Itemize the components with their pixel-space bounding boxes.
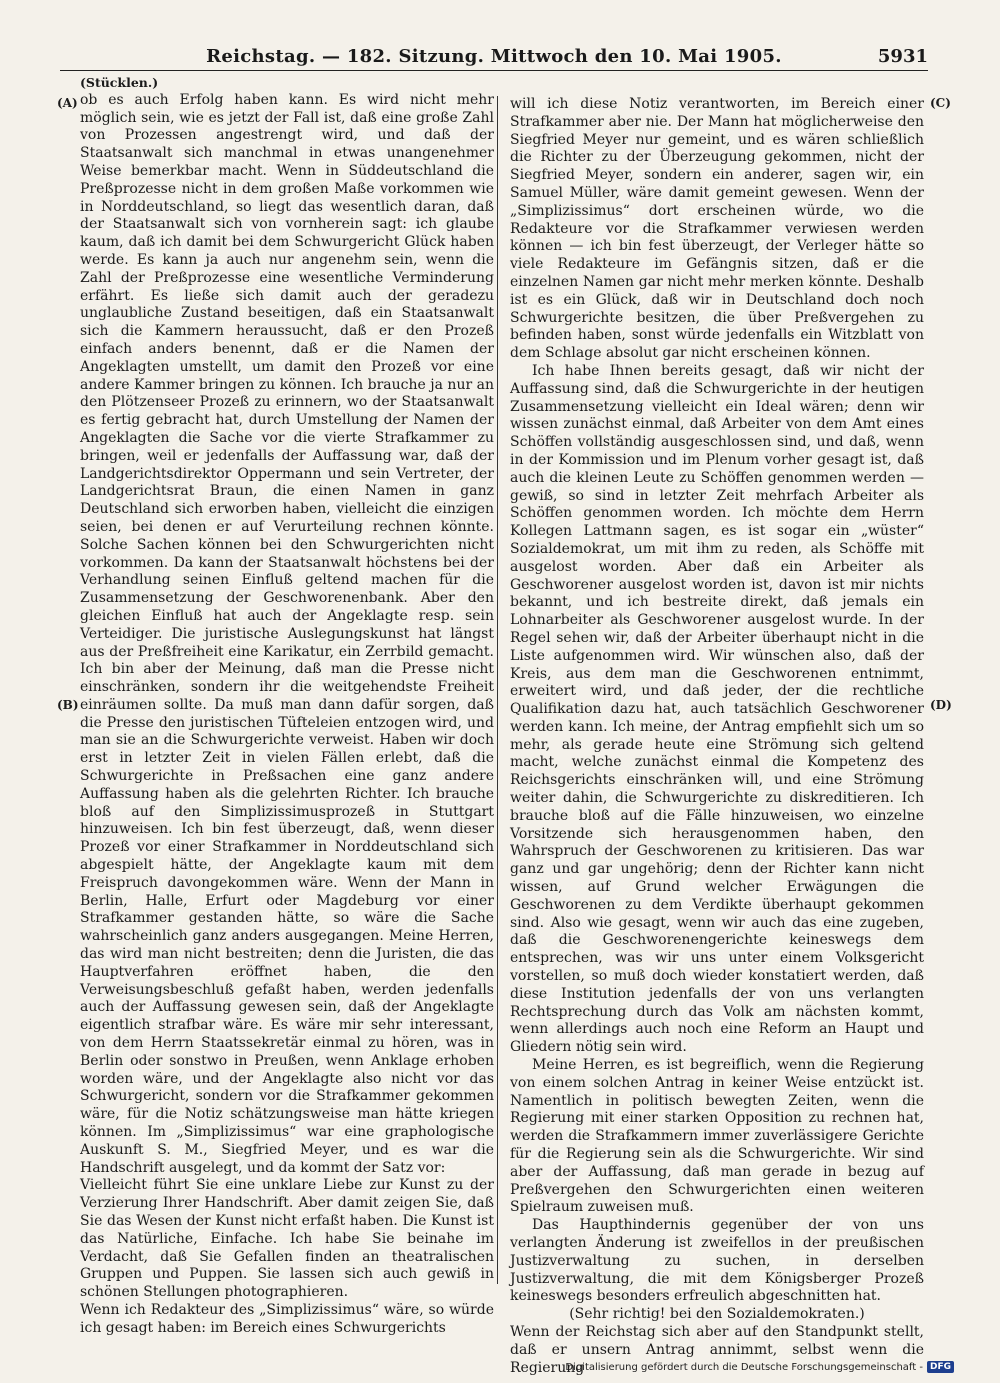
margin-marker-c: (C) [930,96,951,110]
margin-marker-d: (D) [930,698,952,712]
right-paragraph-1: will ich diese Notiz verantworten, im Bereich einer Strafkammer aber nie. Der Mann hat möglicherweise den Siegfried Meyer nur gemeint, und es wären schließlich die Richter zu der Überzeugung gekommen, nicht der Siegfried Meyer, sondern ein anderer, sagen wir, ein Samuel Müller, wäre damit gemeint gewesen. Wenn der „Simplizissimus“ dort erscheinen würde, wo die Redakteure vor die Strafkammer verwiesen werden können — ich bin fest überzeugt, der Verleger hätte so viele Redakteure im Gefängnis sitzen, daß er die einzelnen Namen gar nicht mehr merken könnte. Deshalb ist es ein Glück, daß wir in Deutschland doch noch Schwurgerichte besitzen, die über Preßvergehen zu befinden haben, sonst würde jedenfalls ein Witzblatt von dem Schlage absolut gar nicht erscheinen können. [510,96,924,362]
right-column [510,96,924,1377]
left-column [80,74,494,1338]
footer-text: Digitalisierung gefördert durch die Deutsche Forschungsgemeinschaft - [565,1361,923,1373]
page-header [60,44,928,71]
right-paragraph-4: Das Haupthindernis gegenüber der von uns verlangten Änderung ist zweifellos in der preußischen Justizverwaltung zu suchen, in derselben Justizverwaltung, die mit dem Königsberger Prozeß keineswegs besonders erfreulich abgeschnitten hat. [510,1217,924,1305]
interjection: (Sehr richtig! bei den Sozialdemokraten.) [569,1306,865,1323]
right-paragraph-3: Meine Herren, es ist begreiflich, wenn die Regierung von einem solchen Antrag in keiner Weise entzückt ist. Namentlich in politisch bewegten Zeiten, wenn die Regierung mit einer starken Opposition zu rechnen hat, werden die Strafkammern immer zuverlässigere Gerichte für die Regierung sein als die Schwurgerichte. Wir sind aber der Auffassung, daß man gerade in bezug auf Preßvergehen den Schwurgerichten einen weiteren Spielraum zuweisen muß. [510,1057,924,1216]
left-paragraph-2: Wenn ich Redakteur des „Simplizissimus“ wäre, so würde ich gesagt haben: im Bereich eines Schwurgerichts [80,1301,494,1336]
right-paragraph-2: Ich habe Ihnen bereits gesagt, daß wir nicht der Auffassung sind, daß die Schwurgerichte in der heutigen Zusammensetzung vielleicht ein Ideal wären; denn wir wissen zunächst einmal, daß Arbeiter von dem Amt eines Schöffen vollständig ausgeschlossen sind, und daß, wenn in der Kommission und im Plenum vorher gesagt ist, daß auch die kleinen Leute zu Schöffen genommen werden — gewiß, so sind in letzter Zeit mehrfach Arbeiter als Schöffen genommen worden. Ich möchte dem Herrn Kollegen Lattmann sagen, es ist sogar ein „wüster“ Sozialdemokrat, um mit ihm zu reden, als Schöffe mit ausgelost worden. Aber daß ein Arbeiter als Geschworener ausgelost worden ist, davon ist mir nichts bekannt, und ich bestreite direkt, daß jemals ein Lohnarbeiter als Geschworener ausgelost wurde. In der Regel sehen wir, daß der Arbeiter überhaupt nicht in die Liste aufgenommen wird. Wir wünschen also, daß der Kreis, aus dem man die Geschworenen entnimmt, erweitert wird, und daß jeder, der die rechtliche Qualifikation dazu hat, auch tatsächlich Geschworener werden kann. Ich meine, der Antrag empfiehlt sich um so mehr, als gerade heute eine Strömung sich geltend macht, welche zunächst einmal die Kompetenz des Reichsgerichts einschränken will, und eine Strömung weiter dahin, die Schwurgerichte zu diskreditieren. Ich brauche bloß auf die Fälle hinzuweisen, wo einzelne Vorsitzende sich herausgenommen haben, den Wahrspruch der Geschworenen zu kritisieren. Das war ganz und gar ungehörig; denn der Richter kann nicht wissen, auf Grund welcher Erwägungen die Geschworenen zu dem Verdikte überhaupt gekommen sind. Also wie gesagt, wenn wir auch das eine zugeben, daß die Geschworenengerichte keineswegs dem entsprechen, was wir uns unter einem Volksgericht vorstellen, so muß doch wieder konstatiert werden, daß diese Institution jedenfalls der von uns verlangten Rechtsprechung durch das Volk am nächsten kommt, wenn allerdings auch noch eine Reform an Haupt und Gliedern nötig sein wird. [510,362,924,1056]
margin-marker-a: (A) [57,96,78,110]
margin-marker-b: (B) [57,698,79,712]
right-paragraph-5: Wenn der Reichstag sich aber auf den Standpunkt stellt, daß er unsern Antrag annimmt, selbst wenn die Regierung [510,1323,924,1376]
running-title: Reichstag. — 182. Sitzung. Mittwoch den 10. Mai 1905. [206,46,782,67]
column-rule [497,96,498,1284]
speaker-label: (Stücklen.) [80,75,159,90]
left-paragraph-1: ob es auch Erfolg haben kann. Es wird nicht mehr möglich sein, wie es jetzt der Fall ist, daß eine große Zahl von Prozessen angestrengt wird, und daß der Staatsanwalt sich manchmal in etwas unangenehmer Weise bemerkbar macht. Wenn in Süddeutschland die Preßprozesse nicht in dem großen Maße vorkommen wie in Norddeutschland, so liegt das wesentlich daran, daß der Staatsanwalt sich von vornherein sagt: ich glaube kaum, daß ich damit bei dem Schwurgericht Glück haben werde. Es kann ja auch nur angenehm sein, wenn die Zahl der Preßprozesse eine wesentliche Verminderung erfährt. Es ließe sich damit auch der geradezu unglaubliche Zustand beseitigen, daß ein Staatsanwalt sich die Kammern heraussucht, daß er den Prozeß einfach anders benennt, daß er die Namen der Angeklagten umstellt, um damit den Prozeß vor eine andere Kammer bringen zu können. Ich brauche ja nur an den Plötzenseer Prozeß zu erinnern, wo der Staatsanwalt es fertig gebracht hat, durch Umstellung der Namen der Angeklagten die Sache vor die vierte Strafkammer zu bringen, weil er jedenfalls der Auffassung war, daß der Landgerichtsdirektor Oppermann und sein Vertreter, der Landgerichtsrat Braun, die einen Namen in ganz Deutschland sich erworben haben, vielleicht die einzigen seien, bei denen er auf Verurteilung rechnen könnte. Solche Sachen können bei den Schwurgerichten nicht vorkommen. Da kann der Staatsanwalt höchstens bei der Verhandlung seinen Einfluß geltend machen für die Zusammensetzung der Geschworenenbank. Aber den gleichen Einfluß hat auch der Angeklagte resp. sein Verteidiger. Die juristische Auslegungskunst hat längst aus der Preßfreiheit eine Karikatur, ein Zerrbild gemacht. Ich bin aber der Meinung, daß man die Presse nicht einschränken, sondern ihr die weitgehendste Freiheit einräumen sollte. Da muß man dann dafür sorgen, daß die Presse den juristischen Tüfteleien entzogen wird, und man sie an die Schwurgerichte verweist. Haben wir doch erst in letzter Zeit in vielen Fällen erlebt, daß die Schwurgerichte in Preßsachen eine ganz andere Auffassung haben als die gelehrten Richter. Ich brauche bloß auf den Simplizissimusprozeß in Stuttgart hinzuweisen. Ich bin fest überzeugt, daß, wenn dieser Prozeß vor einer Strafkammer in Norddeutschland sich abgespielt hätte, der Angeklagte kaum mit dem Freispruch davongekommen wäre. Wenn der Mann in Berlin, Halle, Erfurt oder Magdeburg vor einer Strafkammer gestanden hätte, so wäre die Sache wahrscheinlich ganz anders ausgegangen. Meine Herren, das wird man nicht bestreiten; denn die Juristen, die das Hauptverfahren eröffnet haben, die den Verweisungsbeschluß gefaßt haben, werden jedenfalls auch der Auffassung gewesen sein, daß der Angeklagte eigentlich strafbar wäre. Es wäre mir sehr interessant, von dem Herrn Staatssekretär einmal zu hören, was in Berlin oder sonstwo in Preußen, wenn Anklage erhoben worden wäre, und der Angeklagte also nicht vor das Schwurgericht, sondern vor die Strafkammer gekommen wäre, für die Notiz schätzungsweise man hätte kriegen können. Im „Simplizissimus“ war eine graphologische Auskunft S. M., Siegfried Meyer, und es war die Handschrift ausgelegt, und da kommt der Satz vor: [80,91,494,1176]
left-quote: Vielleicht führt Sie eine unklare Liebe zur Kunst zu der Verzierung Ihrer Handschrift. Aber damit zeigen Sie, daß Sie das Wesen der Kunst nicht erfaßt haben. Die Kunst ist das Natürliche, Einfache. Ich habe Sie beinahe im Verdacht, daß Sie Gefallen finden an theatralischen Gruppen und Puppen. Sie lassen sich auch gewiß in schönen Stellungen photographieren. [80,1177,494,1301]
page-number: 5931 [877,46,928,67]
footer-credit [565,1361,954,1373]
dfg-logo: DFG [927,1361,954,1373]
